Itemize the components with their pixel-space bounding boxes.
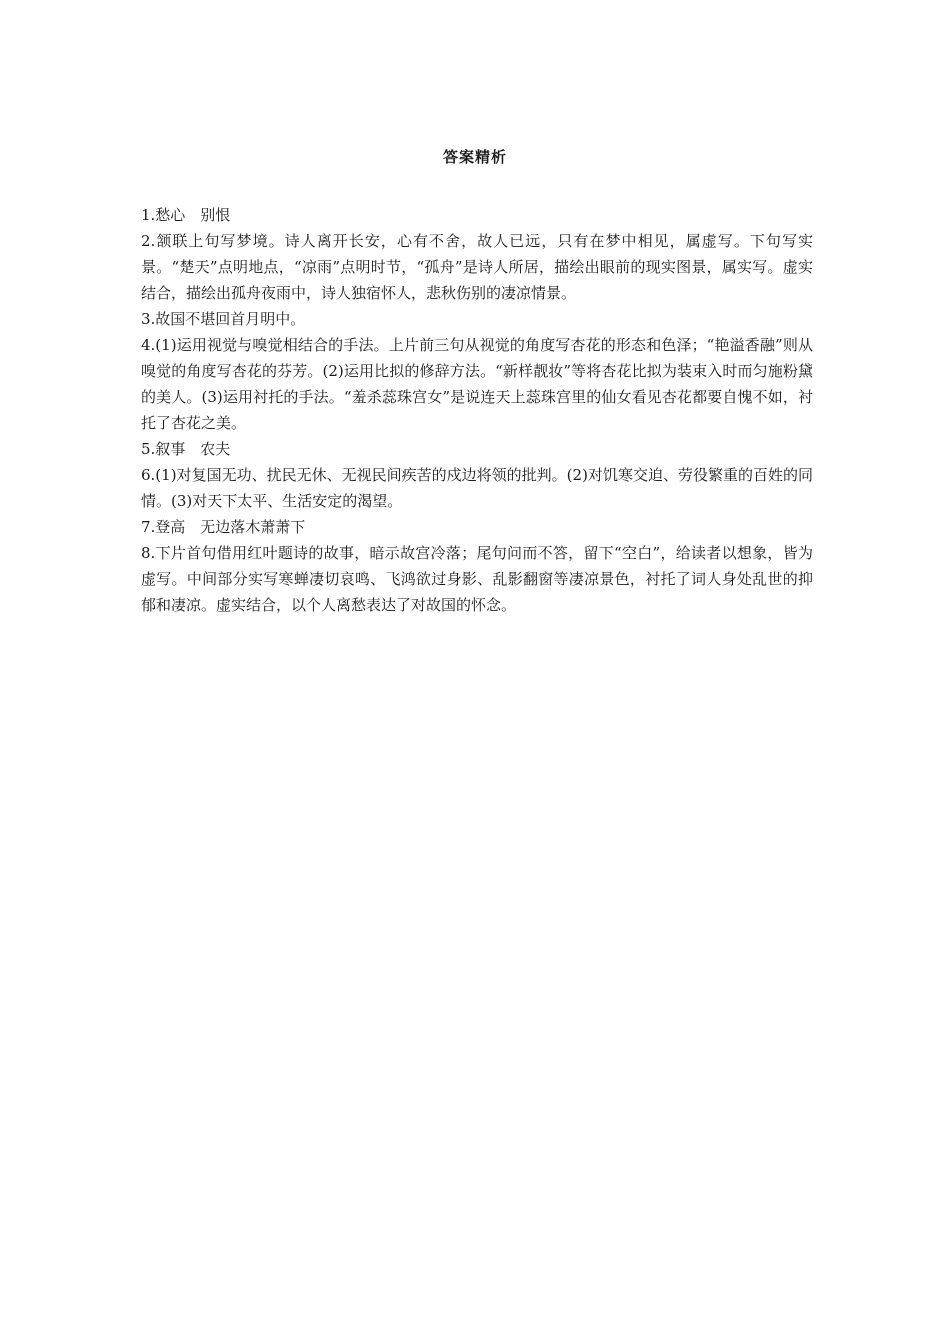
answer-list bbox=[141, 202, 813, 618]
answer-item-7: 7.登高 无边落木萧萧下 bbox=[141, 518, 306, 536]
answer-item-1: 1.愁心 别恨 bbox=[141, 206, 231, 224]
answer-item-2: 2.颔联上句写梦境。诗人离开长安，心有不舍，故人已远，只有在梦中相见，属虚写。下句写实景。“楚天”点明地点，“凉雨”点明时节，“孤舟”是诗人所居，描绘出眼前的现实图景，属实写。虚实结合，描绘出孤舟夜雨中，诗人独宿怀人，悲秋伤别的凄凉情景。 bbox=[141, 232, 813, 302]
answer-item-3: 3.故国不堪回首月明中。 bbox=[141, 310, 306, 328]
answer-item-4: 4.(1)运用视觉与嗅觉相结合的手法。上片前三句从视觉的角度写杏花的形态和色泽；“艳溢香融”则从嗅觉的角度写杏花的芬芳。(2)运用比拟的修辞方法。“新样靓妆”等将杏花比拟为装束入时而匀施粉黛的美人。(3)运用衬托的手法。“羞杀蕊珠宫女”是说连天上蕊珠宫里的仙女看见杏花都要自愧不如，衬托了杏花之美。 bbox=[141, 336, 813, 432]
answer-item-8: 8.下片首句借用红叶题诗的故事，暗示故宫冷落；尾句问而不答，留下“空白”，给读者以想象，皆为虚写。中间部分实写寒蝉凄切哀鸣、飞鸿欲过身影、乱影翻窗等凄凉景色，衬托了词人身处乱世的抑郁和凄凉。虚实结合，以个人离愁表达了对故国的怀念。 bbox=[141, 544, 813, 614]
answer-item-6: 6.(1)对复国无功、扰民无休、无视民间疾苦的戍边将领的批判。(2)对饥寒交迫、劳役繁重的百姓的同情。(3)对天下太平、生活安定的渴望。 bbox=[141, 466, 813, 510]
answer-item-5: 5.叙事 农夫 bbox=[141, 440, 231, 458]
page-title: 答案精析 bbox=[442, 148, 507, 166]
